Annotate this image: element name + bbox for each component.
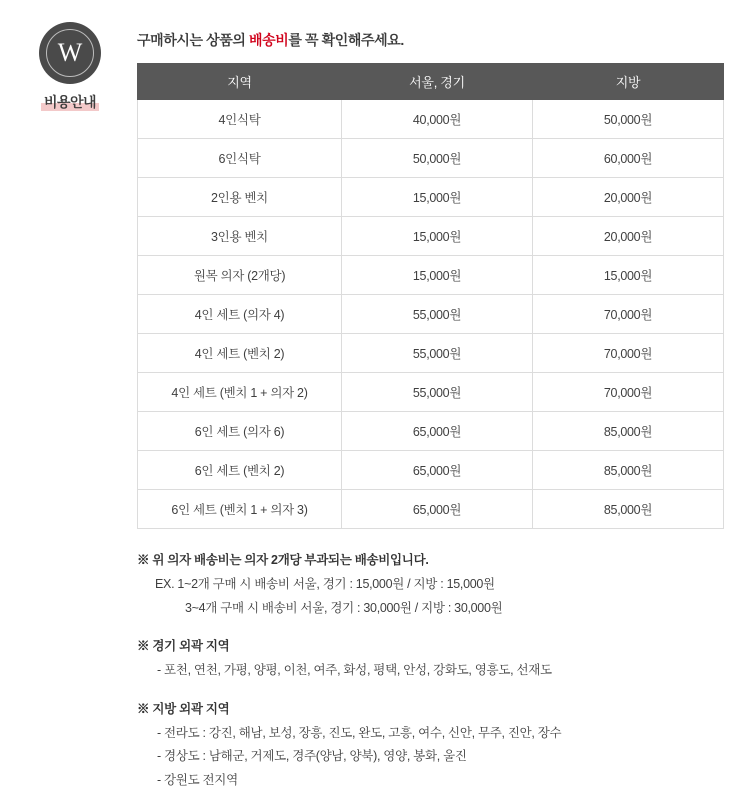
table-row [138, 217, 724, 256]
table-row [138, 373, 724, 412]
table-row [138, 139, 724, 178]
table-header-row [138, 64, 724, 100]
row-label: 6인 세트 (벤치 1 + 의자 3) [138, 490, 342, 529]
local-note-line-3: - 강원도 전지역 [157, 773, 238, 787]
brand-logo-block [25, 22, 115, 112]
row-price-seoul: 15,000원 [342, 256, 533, 295]
table-row [138, 295, 724, 334]
notes-section [137, 551, 723, 790]
row-price-local: 70,000원 [533, 373, 724, 412]
headline-after: 를 꼭 확인해주세요. [288, 32, 404, 48]
row-price-seoul: 55,000원 [342, 334, 533, 373]
row-price-local: 20,000원 [533, 217, 724, 256]
local-note-line-1: - 전라도 : 강진, 해남, 보성, 장흥, 진도, 완도, 고흥, 여수, 신안, 무주, 진안, 장수 [157, 725, 562, 740]
row-label: 2인용 벤치 [138, 178, 342, 217]
chair-note-example-1: EX. 1~2개 구매 시 배송비 서울, 경기 : 15,000원 / 지방 : 15,000원 [155, 576, 495, 591]
row-price-local: 70,000원 [533, 334, 724, 373]
content-column [137, 30, 723, 795]
row-price-local: 60,000원 [533, 139, 724, 178]
row-price-seoul: 15,000원 [342, 178, 533, 217]
local-outskirts-group [137, 700, 723, 790]
row-price-local: 50,000원 [533, 100, 724, 139]
chair-note-group [137, 551, 723, 617]
logo-caption [41, 92, 99, 112]
row-price-seoul: 65,000원 [342, 412, 533, 451]
headline-accent: 배송비 [248, 32, 289, 48]
gyeonggi-note-title: ※ 경기 외곽 지역 [137, 639, 230, 654]
logo-badge-icon [39, 22, 101, 84]
row-label: 3인용 벤치 [138, 217, 342, 256]
logo-letter: W [57, 38, 83, 67]
row-price-seoul: 55,000원 [342, 295, 533, 334]
shipping-fee-table [137, 63, 724, 529]
row-price-seoul: 55,000원 [342, 373, 533, 412]
row-price-seoul: 65,000원 [342, 451, 533, 490]
headline-before: 구매하시는 상품의 [137, 32, 249, 48]
row-label: 6인식탁 [138, 139, 342, 178]
chair-note-title: ※ 위 의자 배송비는 의자 2개당 부과되는 배송비입니다. [137, 553, 429, 567]
row-price-seoul: 50,000원 [342, 139, 533, 178]
row-label: 4인식탁 [138, 100, 342, 139]
row-label: 6인 세트 (의자 6) [138, 412, 342, 451]
row-price-local: 70,000원 [533, 295, 724, 334]
chair-note-example-2: 3~4개 구매 시 배송비 서울, 경기 : 30,000원 / 지방 : 30,000원 [185, 600, 503, 615]
row-price-local: 85,000원 [533, 490, 724, 529]
table-header-cell: 지역 [138, 64, 342, 100]
table-row [138, 451, 724, 490]
table-row [138, 100, 724, 139]
row-label: 원목 의자 (2개당) [138, 256, 342, 295]
gyeonggi-outskirts-group [137, 637, 723, 680]
gyeonggi-note-line-1: - 포천, 연천, 가평, 양평, 이천, 여주, 화성, 평택, 안성, 강화도, 영흥도, 선재도 [157, 663, 552, 677]
row-price-local: 20,000원 [533, 178, 724, 217]
table-row [138, 256, 724, 295]
row-price-seoul: 40,000원 [342, 100, 533, 139]
table-row [138, 490, 724, 529]
table-header-cell: 서울, 경기 [342, 64, 533, 100]
row-label: 4인 세트 (벤치 1 + 의자 2) [138, 373, 342, 412]
row-label: 4인 세트 (벤치 2) [138, 334, 342, 373]
page-title [137, 30, 723, 50]
table-header-cell: 지방 [533, 64, 724, 100]
row-price-local: 15,000원 [533, 256, 724, 295]
row-label: 6인 세트 (벤치 2) [138, 451, 342, 490]
table-row [138, 178, 724, 217]
row-price-seoul: 65,000원 [342, 490, 533, 529]
row-price-seoul: 15,000원 [342, 217, 533, 256]
local-note-line-2: - 경상도 : 남해군, 거제도, 경주(양남, 양북), 영양, 봉화, 울진 [157, 749, 467, 764]
logo-caption-text: 비용안내 [43, 94, 97, 110]
row-label: 4인 세트 (의자 4) [138, 295, 342, 334]
local-note-title: ※ 지방 외곽 지역 [137, 701, 230, 716]
table-row [138, 412, 724, 451]
table-row [138, 334, 724, 373]
row-price-local: 85,000원 [533, 412, 724, 451]
row-price-local: 85,000원 [533, 451, 724, 490]
